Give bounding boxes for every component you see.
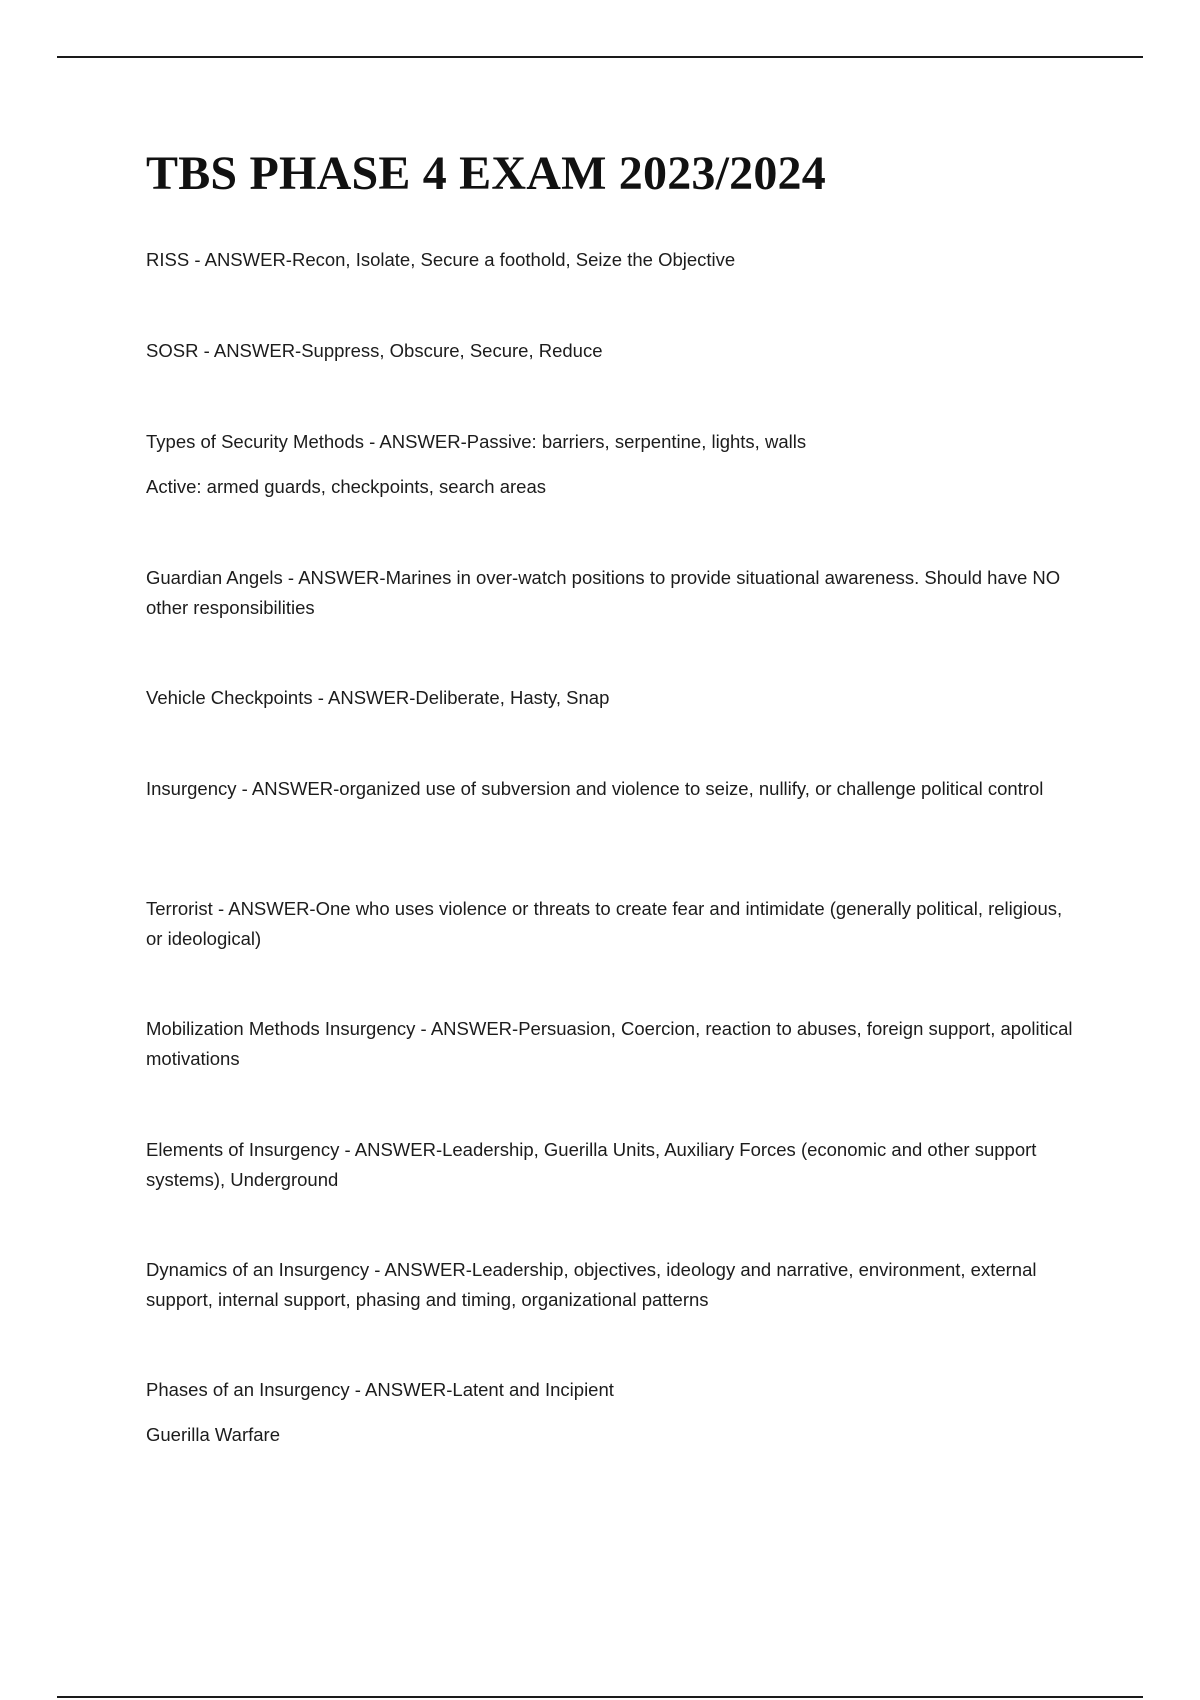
qa-entry-riss	[146, 245, 1076, 275]
qa-entry-text: Types of Security Methods - ANSWER-Passive: barriers, serpentine, lights, walls	[146, 431, 807, 452]
qa-entry-text: Terrorist - ANSWER-One who uses violence or threats to create fear and intimidate (generally political, religious, or ideological)	[146, 898, 1063, 949]
qa-entry-continuation: Guerilla Warfare	[146, 1424, 280, 1445]
qa-entry-text: Mobilization Methods Insurgency - ANSWER-Persuasion, Coercion, reaction to abuses, foreign support, apolitical motivations	[146, 1018, 1073, 1069]
bottom-rule	[57, 1696, 1143, 1698]
qa-entry-mobilization-methods	[146, 1014, 1076, 1074]
qa-entry-guardian-angels	[146, 563, 1076, 623]
qa-entry-text: Phases of an Insurgency - ANSWER-Latent and Incipient	[146, 1379, 614, 1400]
top-rule	[57, 56, 1143, 58]
qa-entry-phases-of-insurgency	[146, 1375, 1076, 1450]
qa-entry-text: Elements of Insurgency - ANSWER-Leadership, Guerilla Units, Auxiliary Forces (economic and other support systems), Underground	[146, 1139, 1037, 1190]
qa-entry-vehicle-checkpoints	[146, 683, 1076, 713]
qa-entry-terrorist	[146, 894, 1076, 954]
qa-entry-continuation: Active: armed guards, checkpoints, search areas	[146, 476, 546, 497]
qa-entry-dynamics-of-insurgency	[146, 1255, 1076, 1315]
qa-entry-text: Vehicle Checkpoints - ANSWER-Deliberate, Hasty, Snap	[146, 687, 610, 708]
qa-entry-text: RISS - ANSWER-Recon, Isolate, Secure a foothold, Seize the Objective	[146, 249, 736, 270]
qa-entry-elements-of-insurgency	[146, 1135, 1076, 1195]
qa-entry-security-methods	[146, 427, 1076, 502]
qa-entry-text: SOSR - ANSWER-Suppress, Obscure, Secure, Reduce	[146, 340, 603, 361]
qa-entry-text: Dynamics of an Insurgency - ANSWER-Leadership, objectives, ideology and narrative, environment, external support, internal support, phasing and timing, organizational patterns	[146, 1259, 1037, 1310]
qa-entry-sosr	[146, 336, 1076, 366]
page-title: TBS PHASE 4 EXAM 2023/2024	[146, 147, 826, 200]
qa-entry-text: Guardian Angels - ANSWER-Marines in over-watch positions to provide situational awareness. Should have NO other responsibilities	[146, 567, 1061, 618]
qa-entry-text: Insurgency - ANSWER-organized use of subversion and violence to seize, nullify, or challenge political control	[146, 778, 1044, 799]
qa-entry-insurgency	[146, 774, 1076, 804]
